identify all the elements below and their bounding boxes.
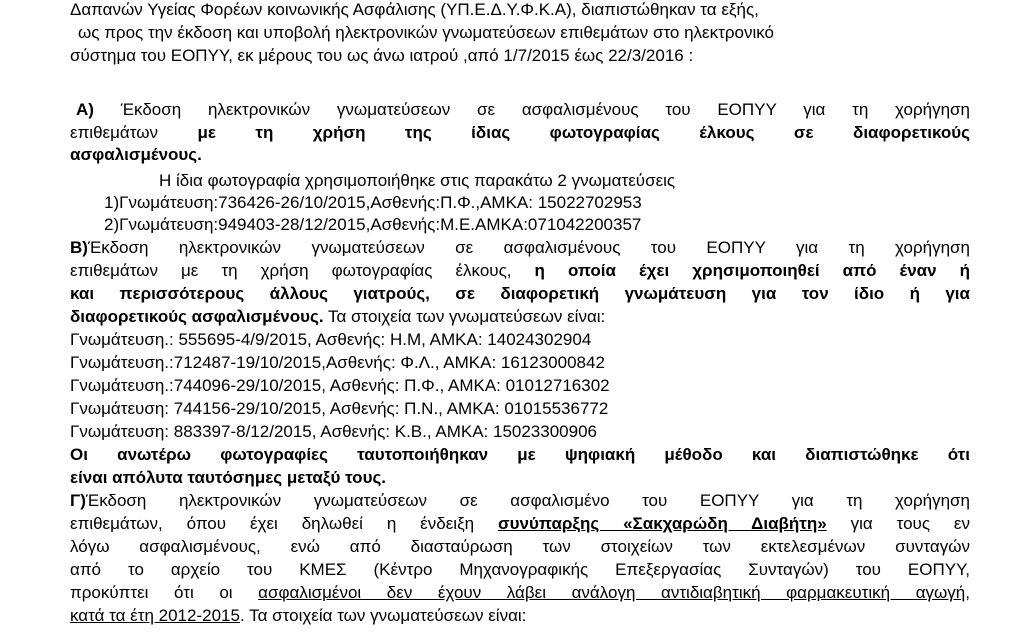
section-b-line-3: και περισσότερους άλλους γιατρούς, σε διαφορετική γνωμάτευση για τον ίδιο ή για [70, 284, 970, 303]
section-a-line-2 [70, 122, 970, 143]
section-a-note: Η ίδια φωτογραφία χρησιμοποιήθηκε στις παρακάτω 2 γνωματεύσεις [159, 171, 676, 190]
section-a-text: Έκδοση ηλεκτρονικών γνωματεύσεων σε ασφαλισμένους του ΕΟΠΥΥ για τη χορήγηση [120, 100, 971, 119]
section-a-line-3: ασφαλισμένους. [70, 145, 202, 164]
section-b-conclusion-2: είναι απόλυτα ταυτόσημες μεταξύ τους. [70, 468, 387, 487]
section-b-line-1: Β)Έκδοση ηλεκτρονικών γνωματεύσεων σε ασφαλισμένους του ΕΟΠΥΥ για τη χορήγηση [70, 238, 970, 257]
section-c-line-2: επιθεμάτων, όπου έχει δηλωθεί η ένδειξη συνύπαρξης «Σακχαρώδη Διαβήτη» για τους εν [70, 514, 970, 533]
section-a-marker: Α) [76, 100, 94, 119]
section-b-line-2: επιθεμάτων με τη χρήση φωτογραφίας έλκους, η οποία έχει χρησιμοποιηθεί από έναν ή [70, 261, 970, 280]
section-a-plain: επιθεμάτων [70, 123, 198, 142]
section-c-marker: Γ) [70, 491, 86, 510]
section-b-item: Γνωμάτευση: 744156-29/10/2015, Ασθενής: Π.Ν., ΑΜΚΑ: 01015536772 [70, 399, 609, 418]
section-b-conclusion-1: Οι ανωτέρω φωτογραφίες ταυτοποιήθηκαν με ψηφιακή μέθοδο και διαπιστώθηκε ότι [70, 445, 970, 464]
section-a-bold: με τη χρήση της ίδιας φωτογραφίας έλκους σε διαφορετικούς [197, 123, 970, 142]
section-c-line-3: λόγω ασφαλισμένους, ενώ από διασταύρωση των στοιχείων των εκτελεσμένων συνταγών [70, 537, 970, 556]
intro-line-2: ως προς την έκδοση και υποβολή ηλεκτρονικών γνωματεύσεων επιθεμάτων στο ηλεκτρονικό [78, 23, 775, 42]
section-c-line-5: προκύπτει ότι οι ασφαλισμένοι δεν έχουν λάβει ανάλογη αντιδιαβητική φαρμακευτική αγωγή, [70, 583, 970, 602]
diabetes-indication: συνύπαρξης «Σακχαρώδη Διαβήτη» [498, 514, 827, 533]
section-b-marker: Β) [70, 238, 88, 257]
section-b-item: Γνωμάτευση.:744096-29/10/2015, Ασθενής: Π.Φ., ΑΜΚΑ: 01012716302 [70, 376, 610, 395]
intro-line-3: σύστημα του ΕΟΠΥΥ, εκ μέρους του ως άνω ιατρού ,από 1/7/2015 έως 22/3/2016 : [70, 46, 694, 65]
section-b-item: Γνωμάτευση: 883397-8/12/2015, Ασθενής: Κ.Β., ΑΜΚΑ: 15023300906 [70, 422, 597, 441]
section-b-line-4: διαφορετικούς ασφαλισμένους. Τα στοιχεία των γνωματεύσεων είναι: [70, 307, 606, 326]
section-a-line-1 [76, 99, 970, 120]
section-c-line-6: κατά τα έτη 2012-2015. Τα στοιχεία των γνωματεύσεων είναι: [70, 606, 527, 625]
section-c-line-4: από το αρχείο του ΚΜΕΣ (Κέντρο Μηχανογραφικής Επεξεργασίας Συνταγών) του ΕΟΠΥΥ, [70, 560, 970, 579]
section-b-item: Γνωμάτευση.: 555695-4/9/2015, Ασθενής: Η.Μ, ΑΜΚΑ: 14024302904 [70, 330, 592, 349]
section-b-item: Γνωμάτευση.:712487-19/10/2015,Ασθενής: Φ.Λ., ΑΜΚΑ: 16123000842 [70, 353, 605, 372]
section-a-item-1: 1)Γνωμάτευση:736426-26/10/2015,Ασθενής:Π.Φ.,ΑΜΚΑ: 15022702953 [104, 193, 642, 212]
section-c-line-1: Γ)Έκδοση ηλεκτρονικών γνωματεύσεων σε ασφαλισμένο του ΕΟΠΥΥ για τη χορήγηση [70, 491, 970, 510]
section-a-item-2: 2)Γνωμάτευση:949403-28/12/2015,Ασθενής:Μ.Ε.ΑΜΚΑ:071042200357 [104, 215, 642, 234]
intro-line-1: Δαπανών Υγείας Φορέων κοινωνικής Ασφάλισης (ΥΠ.Ε.Δ.Υ.Φ.Κ.Α), διαπιστώθηκαν τα εξής, [70, 0, 759, 19]
